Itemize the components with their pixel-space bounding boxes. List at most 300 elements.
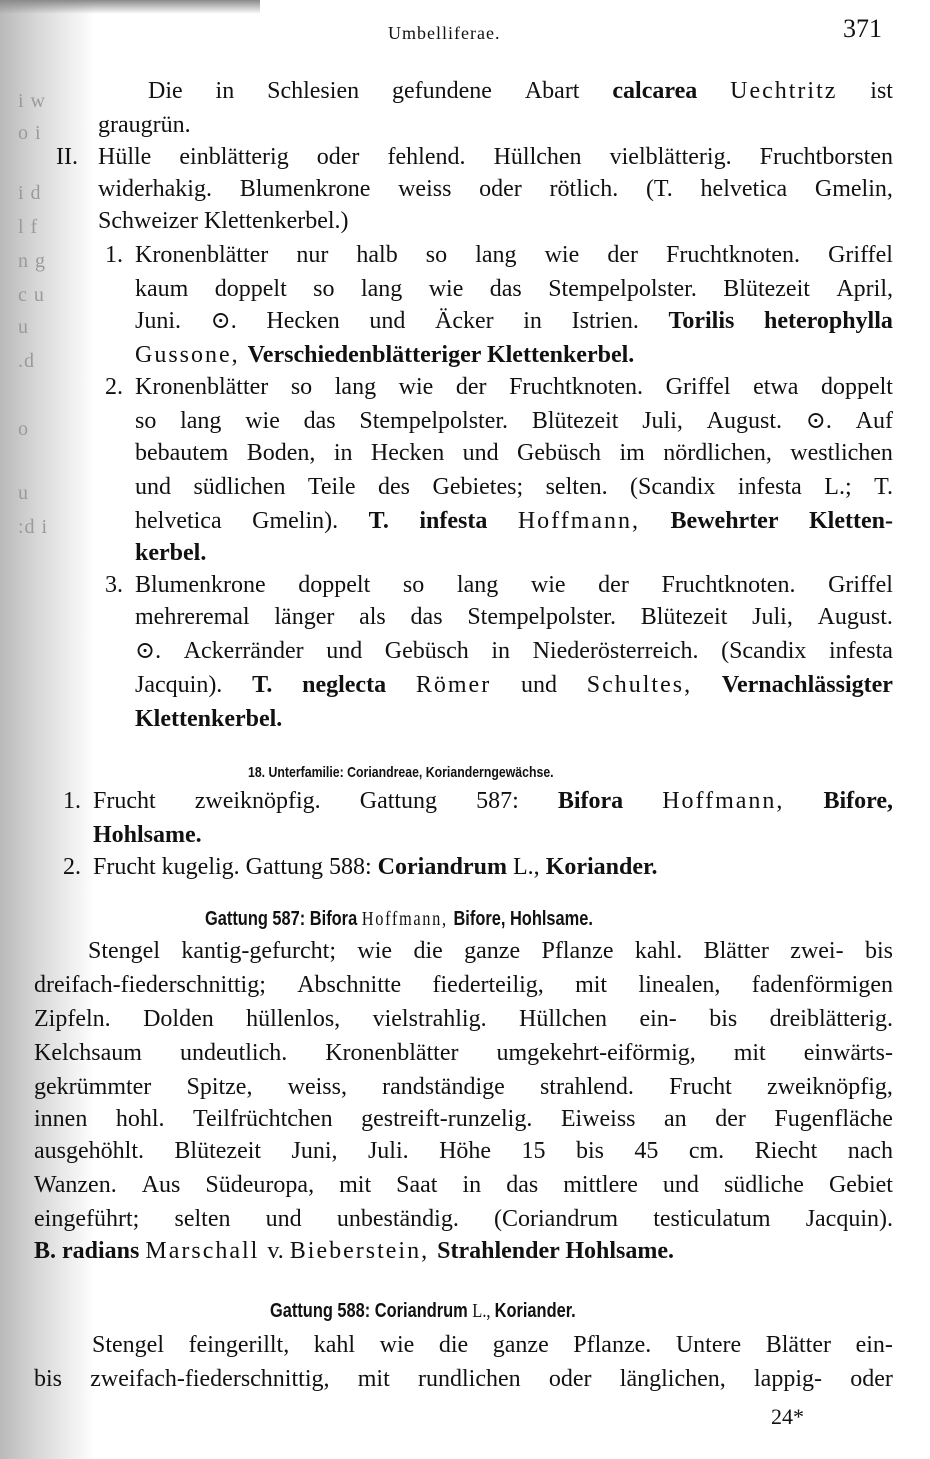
- word: August.: [706, 408, 783, 434]
- word: Juli,: [642, 408, 683, 434]
- word: infesta: [737, 474, 802, 500]
- word: Blätter: [765, 1332, 831, 1358]
- word: wie: [544, 242, 580, 268]
- word: Fugenfläche: [774, 1106, 893, 1132]
- word: Hohlsame.: [565, 1238, 675, 1264]
- word: Gussone,: [135, 342, 248, 368]
- text-line: [34, 970, 893, 1000]
- word: Schultes,: [586, 672, 693, 698]
- word: Schlesien: [267, 78, 360, 104]
- word: Blütezeit: [723, 276, 810, 302]
- word: ein-: [855, 1332, 893, 1358]
- word: oder: [548, 1366, 592, 1392]
- word: randständige: [382, 1074, 505, 1100]
- word: so: [135, 408, 157, 434]
- text-line: [93, 786, 893, 816]
- word: Gattung: [245, 854, 329, 880]
- word: der: [598, 572, 629, 598]
- word: Griffel: [828, 572, 893, 598]
- word: ⊙.: [135, 638, 162, 664]
- word: Frucht: [93, 788, 156, 814]
- word: fehlend.: [387, 144, 466, 170]
- word: Blätter: [703, 938, 769, 964]
- word: 45: [634, 1138, 659, 1164]
- text-line: [34, 1038, 893, 1068]
- word: dreifach-fiederschnittig;: [34, 972, 266, 998]
- word: Koriander.: [545, 854, 658, 880]
- word: wie: [379, 1332, 415, 1358]
- word: Boden,: [246, 440, 316, 466]
- word: bebautem: [135, 440, 229, 466]
- word: Gmelin).: [252, 508, 339, 534]
- word: Fruchtknoten.: [666, 242, 801, 268]
- text-line: [92, 1330, 893, 1360]
- word: an: [664, 1106, 687, 1132]
- word: kugelig.: [161, 854, 246, 880]
- word: der: [715, 1106, 746, 1132]
- word: dreiblätterig.: [769, 1006, 893, 1032]
- word: mehreremal: [135, 604, 250, 630]
- bleed-through-text: u: [18, 316, 29, 338]
- word: undeutlich.: [179, 1040, 288, 1066]
- word: Untere: [675, 1332, 742, 1358]
- bleed-through-text: .d: [18, 350, 35, 372]
- bleed-through-text: i d: [18, 182, 42, 204]
- text-line: [148, 76, 893, 106]
- text-line: [34, 1136, 893, 1166]
- word: 15: [521, 1138, 546, 1164]
- word: und: [369, 308, 406, 334]
- word: Riecht: [754, 1138, 818, 1164]
- word: infesta: [828, 638, 893, 664]
- item-marker: 1.: [63, 788, 81, 814]
- word: gefundene: [391, 78, 492, 104]
- text-line: [135, 704, 282, 734]
- word: L.,: [513, 854, 546, 880]
- word: fadenförmigen: [751, 972, 893, 998]
- text-line: [135, 570, 893, 600]
- word: das: [303, 408, 336, 434]
- text-line: [135, 240, 893, 270]
- word: Zipfeln.: [34, 1006, 111, 1032]
- word: Juni.: [135, 308, 182, 334]
- word: Klettenkerbel.): [203, 208, 349, 234]
- word: Fruchtknoten.: [661, 572, 796, 598]
- text-line: [135, 274, 893, 304]
- word: L.;: [824, 474, 852, 500]
- text-line: [34, 1004, 893, 1034]
- word: Fruchtborsten: [759, 144, 893, 170]
- word: und: [265, 1206, 302, 1232]
- word: Kelchsaum: [34, 1040, 142, 1066]
- word: Hüllchen: [493, 144, 582, 170]
- word: in: [491, 638, 510, 664]
- word: kahl: [313, 1332, 356, 1358]
- word: Blütezeit: [640, 604, 728, 630]
- word: T.: [368, 508, 389, 534]
- word: so: [313, 276, 335, 302]
- word: Jacquin).: [805, 1206, 893, 1232]
- word: doppelt: [820, 374, 893, 400]
- word: in: [462, 1172, 482, 1198]
- text-line: [93, 852, 657, 882]
- item-marker: II.: [56, 144, 78, 170]
- item-marker: 3.: [105, 572, 123, 598]
- word: Niederösterreich.: [532, 638, 699, 664]
- word: Juni,: [291, 1138, 338, 1164]
- text-line: [135, 340, 634, 370]
- word: der: [607, 242, 638, 268]
- word: ist: [870, 78, 893, 104]
- word: Griffel: [828, 242, 893, 268]
- text-line: [135, 438, 893, 468]
- text-line: [135, 506, 893, 536]
- word: das: [506, 1172, 539, 1198]
- word: als: [359, 604, 386, 630]
- text-line: [98, 174, 893, 204]
- word: westlichen: [790, 440, 893, 466]
- word: kantig-gefurcht;: [181, 938, 336, 964]
- word: (Coriandrum: [494, 1206, 618, 1232]
- word: Stempelpolster.: [359, 408, 509, 434]
- word: wie: [530, 572, 566, 598]
- word: Saat: [396, 1172, 438, 1198]
- bleed-through-text: l f: [18, 216, 39, 238]
- word: Frucht: [669, 1074, 732, 1100]
- word: lang: [334, 374, 377, 400]
- word: Teilfrüchtchen: [193, 1106, 333, 1132]
- word: ganze: [464, 938, 521, 964]
- word: neglecta: [302, 672, 387, 698]
- word: Verschiedenblätteriger: [247, 342, 487, 368]
- word: Auf: [855, 408, 893, 434]
- signature-mark: 24*: [771, 1404, 804, 1429]
- word: gekrümmter: [34, 1074, 152, 1100]
- word: zweifach-fiederschnittig,: [90, 1366, 330, 1392]
- text-line: [135, 372, 893, 402]
- word: zwei-: [790, 938, 844, 964]
- word: Hecken: [266, 308, 340, 334]
- word: lang: [475, 242, 517, 268]
- text-line: [135, 406, 893, 436]
- item-marker: 2.: [63, 854, 81, 880]
- word: in: [333, 440, 353, 466]
- word: rundlichen: [418, 1366, 521, 1392]
- word: Kronenblätter: [135, 242, 269, 268]
- text-line: [135, 602, 893, 632]
- text-line: [98, 110, 191, 140]
- word: v.: [267, 1238, 290, 1264]
- text-line: [93, 820, 202, 850]
- word: lang: [180, 408, 222, 434]
- word: umgekehrt-eiförmig,: [496, 1040, 696, 1066]
- word: Kronenblätter: [135, 374, 269, 400]
- word: Äcker: [434, 308, 494, 334]
- bleed-through-text: c u: [18, 284, 45, 306]
- word: im: [619, 440, 645, 466]
- word: Fruchtknoten.: [509, 374, 644, 400]
- word: Bewehrter: [670, 508, 779, 534]
- section-heading: Gattung 587: Bifora Hoffmann, Bifore, Hohlsame.: [205, 908, 593, 930]
- word: Abart: [524, 78, 580, 104]
- word: wie: [398, 374, 434, 400]
- word: und: [462, 440, 499, 466]
- word: und: [520, 672, 557, 698]
- word: Klettenkerbel.: [486, 342, 635, 368]
- word: feingerillt,: [188, 1332, 290, 1358]
- word: 588:: [329, 854, 378, 880]
- word: helvetica: [135, 508, 222, 534]
- word: Bifore,: [823, 788, 893, 814]
- word: zweiknöpfig.: [194, 788, 321, 814]
- word: Kletten-: [809, 508, 893, 534]
- word: in: [215, 78, 235, 104]
- word: nach: [847, 1138, 893, 1164]
- word: fiederteilig,: [432, 972, 544, 998]
- text-line: [135, 670, 893, 700]
- word: bis: [575, 1138, 604, 1164]
- word: Hecken: [370, 440, 445, 466]
- word: bis: [864, 938, 893, 964]
- text-line: [88, 936, 893, 966]
- word: rötlich.: [549, 176, 619, 202]
- text-line: [135, 306, 893, 336]
- word: weiss: [398, 176, 452, 202]
- word: Strahlender: [437, 1238, 566, 1264]
- bleed-through-text: o i: [18, 122, 42, 144]
- word: radians: [62, 1238, 146, 1264]
- word: Stengel: [92, 1332, 164, 1358]
- word: heterophylla: [763, 308, 893, 334]
- word: wie: [357, 938, 393, 964]
- word: lang: [360, 276, 403, 302]
- section-heading: Gattung 588: Coriandrum L., Koriander.: [270, 1300, 576, 1322]
- word: August.: [817, 604, 893, 630]
- word: Eiweiss: [560, 1106, 636, 1132]
- word: in: [523, 308, 542, 334]
- word: oder: [316, 144, 360, 170]
- word: Hoffmann,: [517, 508, 641, 534]
- word: Blumenkrone: [239, 176, 371, 202]
- word: Spitze,: [186, 1074, 253, 1100]
- word: das: [410, 604, 443, 630]
- word: Juli,: [752, 604, 793, 630]
- text-line: [135, 472, 893, 502]
- word: Hoffmann,: [662, 788, 785, 814]
- word: Aus: [141, 1172, 181, 1198]
- word: Ackerränder: [183, 638, 304, 664]
- word: Bifora: [557, 788, 624, 814]
- word: unbeständig.: [336, 1206, 459, 1232]
- word: hohl.: [115, 1106, 165, 1132]
- page-number: 371: [843, 14, 882, 43]
- word: strahlend.: [539, 1074, 634, 1100]
- word: Hüllchen: [519, 1006, 608, 1032]
- word: Hülle: [98, 144, 152, 170]
- word: helvetica: [700, 176, 788, 202]
- word: Coriandrum: [377, 854, 514, 880]
- word: Frucht: [93, 854, 162, 880]
- word: Gebüsch: [517, 440, 602, 466]
- word: doppelt: [214, 276, 287, 302]
- word: Marschall: [145, 1238, 268, 1264]
- word: gestreift-runzelig.: [361, 1106, 533, 1132]
- word: oder: [479, 176, 522, 202]
- word: Stempelpolster.: [548, 276, 697, 302]
- word: vielstrahlig.: [372, 1006, 487, 1032]
- word: B.: [34, 1238, 63, 1264]
- word: einblätterig: [179, 144, 289, 170]
- bleed-through-text: n g: [18, 250, 46, 272]
- word: Römer: [415, 672, 492, 698]
- word: Hohlsame.: [93, 822, 202, 848]
- word: graugrün.: [98, 112, 191, 138]
- word: etwa: [753, 374, 799, 400]
- word: Bieberstein,: [289, 1238, 438, 1264]
- word: Pflanze.: [573, 1332, 652, 1358]
- scan-corner-shadow: [0, 0, 260, 14]
- word: Gebüsch: [384, 638, 469, 664]
- word: des: [378, 474, 411, 500]
- word: Torilis: [668, 308, 735, 334]
- text-line: [98, 206, 349, 236]
- word: infesta: [419, 508, 488, 534]
- word: Istrien.: [571, 308, 639, 334]
- word: calcarea: [612, 78, 698, 104]
- word: halb: [356, 242, 398, 268]
- item-marker: 1.: [105, 242, 123, 268]
- text-line: [34, 1236, 674, 1266]
- bleed-through-text: u: [18, 482, 29, 504]
- word: Gmelin,: [814, 176, 893, 202]
- text-line: [34, 1170, 893, 1200]
- word: mittlere: [563, 1172, 638, 1198]
- word: ausgehöhlt.: [34, 1138, 144, 1164]
- word: oder: [850, 1366, 893, 1392]
- word: nördlichen,: [663, 440, 772, 466]
- word: selten.: [545, 474, 608, 500]
- word: kaum: [135, 276, 189, 302]
- word: Schweizer: [98, 208, 204, 234]
- word: so: [402, 572, 425, 598]
- word: Stempelpolster.: [467, 604, 616, 630]
- word: Die: [148, 78, 183, 104]
- word: die: [438, 1332, 469, 1358]
- word: mit: [339, 1172, 372, 1198]
- word: bis: [34, 1366, 63, 1392]
- word: ganze: [492, 1332, 549, 1358]
- running-title: Umbelliferae.: [388, 23, 501, 43]
- word: vielblätterig.: [609, 144, 732, 170]
- word: und: [662, 1172, 699, 1198]
- word: linealen,: [638, 972, 721, 998]
- text-line: [135, 636, 893, 666]
- word: länglichen,: [619, 1366, 726, 1392]
- word: länger: [274, 604, 335, 630]
- word: April,: [836, 276, 893, 302]
- word: Dolden: [143, 1006, 214, 1032]
- text-line: [34, 1364, 893, 1394]
- word: Teile: [307, 474, 356, 500]
- word: so: [425, 242, 448, 268]
- text-line: [98, 142, 893, 172]
- item-marker: 2.: [105, 374, 123, 400]
- word: Gattung: [359, 788, 438, 814]
- word: südlichen: [193, 474, 286, 500]
- word: Höhe: [439, 1138, 492, 1164]
- word: südliche: [723, 1172, 804, 1198]
- word: kahl.: [634, 938, 683, 964]
- text-line: [34, 1204, 893, 1234]
- word: Juli.: [367, 1138, 409, 1164]
- word: Gebietes;: [432, 474, 524, 500]
- word: Jacquin).: [135, 672, 223, 698]
- word: T.: [874, 474, 893, 500]
- word: Abschnitte: [297, 972, 402, 998]
- text-line: [34, 1072, 893, 1102]
- word: eingeführt;: [34, 1206, 140, 1232]
- word: widerhakig.: [98, 176, 212, 202]
- word: Pflanze: [541, 938, 614, 964]
- word: Gebiet: [828, 1172, 893, 1198]
- word: (Scandix: [630, 474, 716, 500]
- word: Klettenkerbel.: [135, 706, 283, 732]
- word: (Scandix: [721, 638, 807, 664]
- word: weiss,: [287, 1074, 347, 1100]
- word: T.: [252, 672, 273, 698]
- word: lang: [456, 572, 499, 598]
- word: lappig-: [754, 1366, 822, 1392]
- bleed-through-text: o: [18, 418, 29, 440]
- word: 587:: [476, 788, 519, 814]
- word: Südeuropa,: [205, 1172, 315, 1198]
- word: testiculatum: [653, 1206, 771, 1232]
- word: hüllenlos,: [246, 1006, 341, 1032]
- word: Vernachlässigter: [721, 672, 893, 698]
- word: mit: [357, 1366, 390, 1392]
- bleed-through-text: i w: [18, 90, 46, 112]
- word: die: [413, 938, 443, 964]
- word: doppelt: [298, 572, 371, 598]
- word: kerbel.: [135, 540, 207, 566]
- word: ein-: [639, 1006, 677, 1032]
- word: nur: [296, 242, 329, 268]
- word: mit: [733, 1040, 766, 1066]
- word: innen: [34, 1106, 88, 1132]
- text-line: [135, 538, 206, 568]
- word: Griffel: [665, 374, 731, 400]
- word: Uechtritz: [730, 78, 838, 104]
- word: ⊙.: [805, 408, 832, 434]
- bleed-through-text: :d i: [18, 516, 49, 538]
- word: cm.: [688, 1138, 725, 1164]
- word: und: [135, 474, 171, 500]
- word: wie: [428, 276, 464, 302]
- word: (T.: [645, 176, 673, 202]
- word: das: [489, 276, 522, 302]
- word: ⊙.: [210, 308, 237, 334]
- word: zweiknöpfig,: [766, 1074, 893, 1100]
- word: Blütezeit: [531, 408, 619, 434]
- word: so: [290, 374, 313, 400]
- word: Blütezeit: [174, 1138, 262, 1164]
- word: bis: [709, 1006, 738, 1032]
- word: Wanzen.: [34, 1172, 117, 1198]
- word: der: [455, 374, 487, 400]
- word: einwärts-: [803, 1040, 893, 1066]
- section-heading: 18. Unterfamilie: Coriandreae, Korianderngewächse.: [248, 764, 554, 781]
- word: mit: [575, 972, 608, 998]
